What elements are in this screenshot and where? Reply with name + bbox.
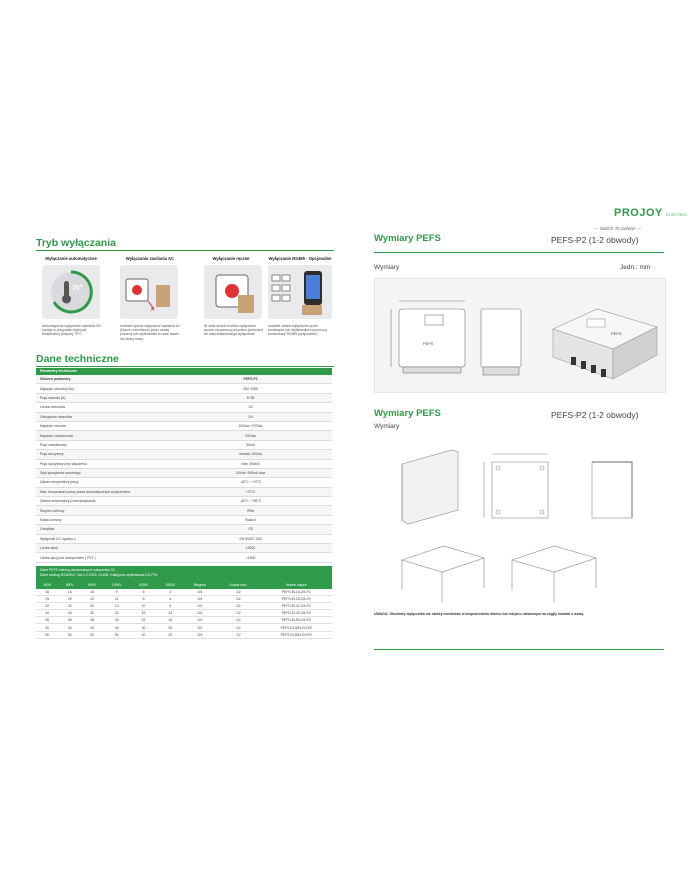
tech-param-value: -40°C ~+85°C bbox=[169, 497, 332, 506]
tech-param-name: Napięcie znamionowe bbox=[36, 431, 169, 440]
device-label-iso: PEFS bbox=[611, 331, 622, 336]
model-cell: 13 bbox=[157, 610, 184, 617]
tech-table bbox=[36, 368, 332, 563]
tech-param-name: Zakres temperatury przechowywania bbox=[36, 497, 169, 506]
model-cell: 9 bbox=[103, 589, 130, 596]
tech-section-rule bbox=[36, 366, 334, 367]
tech-param-value: IP66 bbox=[169, 506, 332, 515]
tech-param-name: Max. temperatura pracy przed automatycznym wyłączeniem bbox=[36, 487, 169, 496]
mode-ac-label: Wyłączanie zasilania AC bbox=[125, 256, 175, 261]
tech-param-value: 5~55 bbox=[169, 393, 332, 402]
tech-param-name: Liczba akcji pod obciążeniem ( PV1 ) bbox=[36, 553, 169, 562]
tech-row bbox=[36, 421, 332, 430]
tech-param-name: Klasa ochrony bbox=[36, 515, 169, 524]
mode-automatic-image bbox=[42, 265, 100, 319]
mode-ac-desc: możliwe ręczne wyłączenie zasilania AC (klucze rozdzielcze) przez strażę pożarną lub użytkownika w razie awarii lub utraty mocy. bbox=[120, 324, 181, 341]
svg-text:✕: ✕ bbox=[150, 307, 156, 313]
tech-param-name: Certyfikat bbox=[36, 525, 169, 534]
tech-col1-header: Skłonne parametry bbox=[36, 375, 169, 384]
dims-rule-1 bbox=[374, 252, 664, 253]
model-cell: 26 bbox=[81, 603, 103, 610]
tech-param-value: -40°C ~+70°C bbox=[169, 478, 332, 487]
tech-table-body bbox=[36, 375, 332, 563]
tech-param-value: max 300mA bbox=[169, 459, 332, 468]
tech-param-value: 30mA bbox=[169, 440, 332, 449]
device-label-front: PEFS bbox=[423, 341, 434, 346]
model-cell: 2/4 bbox=[184, 603, 216, 610]
model-cell: PEFS-EL40-2/4-P2 bbox=[261, 610, 332, 617]
dims-model-1: PEFS-P2 (1-2 obwody) bbox=[551, 235, 639, 245]
model-note-2: Dane według IEC60947-3cd 2.2:2015, UL508, Kategoria użytkowania DC-PV1 bbox=[40, 572, 158, 577]
model-cell: PEFS-EL25-2/4-P2 bbox=[261, 596, 332, 603]
model-cell: 1/2 bbox=[216, 631, 261, 638]
mode-section-rule bbox=[36, 250, 334, 251]
model-cell: 2/4 bbox=[184, 631, 216, 638]
model-col-header: 300V bbox=[36, 581, 58, 589]
model-cell: 8 bbox=[130, 596, 157, 603]
tech-param-value: CE bbox=[169, 525, 332, 534]
tech-row bbox=[36, 403, 332, 412]
tech-row bbox=[36, 440, 332, 449]
tech-param-name: Prąd szczytowy przy włączeniu bbox=[36, 459, 169, 468]
model-cell: 4 bbox=[157, 596, 184, 603]
model-col-header: 1500V bbox=[157, 581, 184, 589]
mode-section-title: Tryb wyłączania bbox=[36, 237, 116, 249]
tech-row bbox=[36, 534, 332, 543]
tech-param-value: 230Vac bbox=[169, 431, 332, 440]
tech-col2-header: PEFS-P2 bbox=[169, 375, 332, 384]
tech-param-name: Liczba akcji bbox=[36, 544, 169, 553]
dims-drawing-2 bbox=[374, 440, 664, 610]
model-cell: PEFS-EL55-2/4-P2 bbox=[261, 617, 332, 624]
model-cell: 25 bbox=[58, 596, 80, 603]
model-row bbox=[36, 617, 332, 624]
model-cell: 1/2 bbox=[216, 596, 261, 603]
model-cell: 1/2 bbox=[216, 624, 261, 631]
tech-param-value: średnio 100mA bbox=[169, 450, 332, 459]
smartphone-icon bbox=[268, 265, 332, 319]
dims-unit: Jedn.: mm bbox=[620, 264, 651, 271]
mode-ac-image bbox=[120, 265, 178, 319]
tech-param-name: Liczba obwodów bbox=[36, 403, 169, 412]
model-cell: 20 bbox=[157, 631, 184, 638]
model-cell: 33 bbox=[103, 617, 130, 624]
model-cell: 11 bbox=[103, 596, 130, 603]
model-cell: 15 bbox=[130, 610, 157, 617]
tech-param-value: 300~1500 bbox=[169, 384, 332, 393]
model-cell: 2/4 bbox=[184, 617, 216, 624]
model-cell: 20 bbox=[103, 610, 130, 617]
tech-row bbox=[36, 487, 332, 496]
tech-row bbox=[36, 468, 332, 477]
model-cell: 55 bbox=[58, 617, 80, 624]
model-cell: 1/2 bbox=[216, 617, 261, 624]
dims-title-2: Wymiary PEFS bbox=[374, 408, 441, 419]
model-row bbox=[36, 624, 332, 631]
tech-section-title: Dane techniczne bbox=[36, 353, 119, 365]
model-cell: 1/2 bbox=[216, 610, 261, 617]
brand-logo bbox=[614, 207, 688, 219]
model-cell: 55 bbox=[36, 617, 58, 624]
model-cell: 2/4 bbox=[184, 624, 216, 631]
model-cell: PEFS-EL32-2/4-P2 bbox=[261, 603, 332, 610]
model-cell: 16 bbox=[36, 589, 58, 596]
tech-row bbox=[36, 384, 332, 393]
model-cell: 3 bbox=[157, 589, 184, 596]
tech-row bbox=[36, 506, 332, 515]
model-note-1: Dane PEFS różnicą obudowanych rozłącznika DC bbox=[40, 568, 116, 572]
model-cell: 30 bbox=[81, 610, 103, 617]
model-cell: 50 bbox=[103, 631, 130, 638]
model-row bbox=[36, 610, 332, 617]
tech-table-header: Parametry techniczne bbox=[36, 368, 332, 375]
mode-automatic-desc: Automatyczne wyłączenie zasilania DC (sprzęt w przypadku wykrycia temperatury powyżej 70°C. bbox=[42, 324, 101, 337]
shutdown-modes bbox=[36, 256, 336, 352]
model-table-notes bbox=[36, 566, 332, 581]
model-col-header: Liczba obw. bbox=[216, 581, 261, 589]
model-cell: 1/2 bbox=[216, 589, 261, 596]
model-cell: 2/4 bbox=[184, 589, 216, 596]
model-cell: 23 bbox=[130, 617, 157, 624]
model-cell: 40 bbox=[36, 610, 58, 617]
dims-sub-2: Wymiary bbox=[374, 423, 400, 430]
tech-param-value: 100Vac~270Vac bbox=[169, 421, 332, 430]
model-cell: 5 bbox=[157, 603, 184, 610]
tech-param-name: Zakres temperatury pracy bbox=[36, 478, 169, 487]
tech-param-name: Napięcie obwodu(Vdc) bbox=[36, 384, 169, 393]
model-cell: 45 bbox=[81, 617, 103, 624]
mode-rs485-desc: możliwe zdalne wyłączenie przez serwisanta lub użytkownika za pomocą komunikacji RS485 (opcjonalne). bbox=[268, 324, 327, 337]
model-cell: 32 bbox=[36, 603, 58, 610]
tech-param-name: Styk sprzężenia zwrotnego bbox=[36, 468, 169, 477]
dims-drawing-1 bbox=[374, 278, 666, 393]
model-cell: PEFS-EL50H-2/4-P2 bbox=[261, 631, 332, 638]
tech-row bbox=[36, 553, 332, 562]
mode-rs485-image bbox=[268, 265, 332, 319]
model-col-header: Bieguny bbox=[184, 581, 216, 589]
mode-automatic-label: Wyłączanie automatyczne bbox=[45, 256, 97, 261]
model-cell: 40 bbox=[81, 624, 103, 631]
brand-sub: ELECTRIC bbox=[666, 213, 688, 217]
tech-param-name: Napięcie robocze bbox=[36, 421, 169, 430]
model-col-header: Numer części bbox=[261, 581, 332, 589]
model-row bbox=[36, 596, 332, 603]
model-cell: 6 bbox=[130, 589, 157, 596]
tech-param-value: 10000 bbox=[169, 544, 332, 553]
tech-row bbox=[36, 525, 332, 534]
model-cell: 16 bbox=[58, 589, 80, 596]
model-cell: PEFS-EL16-2/4-P2 bbox=[261, 589, 332, 596]
model-cell: 40 bbox=[58, 624, 80, 631]
tech-param-name: Prąd szczytowy bbox=[36, 450, 169, 459]
model-cell: 13 bbox=[103, 603, 130, 610]
model-col-header: 500V bbox=[58, 581, 80, 589]
tech-row bbox=[36, 450, 332, 459]
model-cell: 30 bbox=[130, 624, 157, 631]
mode-rs485-label: Wyłączanie RS485 - Opcjonalne bbox=[268, 256, 332, 261]
button-press-icon bbox=[204, 265, 262, 319]
tech-param-value: Klasa II bbox=[169, 515, 332, 524]
model-cell: 50 bbox=[36, 631, 58, 638]
tech-row bbox=[36, 459, 332, 468]
enclosure-drawing-front bbox=[375, 279, 665, 392]
model-col-header: 1200V bbox=[130, 581, 157, 589]
model-cell: 22 bbox=[81, 596, 103, 603]
model-cell: 40 bbox=[58, 610, 80, 617]
thermometer-icon bbox=[42, 265, 100, 319]
tech-row bbox=[36, 412, 332, 421]
model-cell: 40 bbox=[36, 624, 58, 631]
tech-param-name: Wyłącznik DC zgodny z bbox=[36, 534, 169, 543]
model-cell: 1/2 bbox=[216, 603, 261, 610]
tech-param-value: EN 60947-3&5 bbox=[169, 534, 332, 543]
tech-row bbox=[36, 497, 332, 506]
tech-param-value: <1500 bbox=[169, 553, 332, 562]
tech-param-name: Obciążenie obwodów bbox=[36, 412, 169, 421]
mode-manual-desc: W razie awarii możliwe wyłączenie ręczne za pomocą przycisku (kontroler) do natychmiastowego wyłączenia. bbox=[204, 324, 264, 337]
model-cell: 40 bbox=[130, 631, 157, 638]
tech-row bbox=[36, 515, 332, 524]
mode-manual-label: Wyłączanie ręczne bbox=[212, 256, 250, 261]
model-cell: 25 bbox=[36, 596, 58, 603]
model-table bbox=[36, 566, 332, 639]
model-cell: 32 bbox=[58, 603, 80, 610]
tech-param-value: 24Vdc~300mA max bbox=[169, 468, 332, 477]
warning-note: UWAGA: Obudowy wyłącznika nie należy montować w bezpośrednim słońcu lub miejscu narażonym na ciągły kontakt z wodą. bbox=[374, 612, 585, 616]
model-cell: 50 bbox=[81, 631, 103, 638]
brand-name: PROJOY bbox=[614, 207, 663, 219]
mounting-bracket-drawing bbox=[374, 440, 664, 610]
tech-param-value: 1/2 bbox=[169, 403, 332, 412]
tech-param-value: +70°C bbox=[169, 487, 332, 496]
tech-param-name: Prąd obwodu (A) bbox=[36, 393, 169, 402]
model-cell: 50 bbox=[58, 631, 80, 638]
tech-row bbox=[36, 393, 332, 402]
model-cell: 40 bbox=[103, 624, 130, 631]
model-row bbox=[36, 631, 332, 638]
temperature-badge: 70° bbox=[72, 285, 83, 292]
dims-title-1: Wymiary PEFS bbox=[374, 233, 441, 244]
model-row bbox=[36, 589, 332, 596]
tech-param-name: Prąd znamionowy bbox=[36, 440, 169, 449]
model-cell: 2/4 bbox=[184, 596, 216, 603]
model-row bbox=[36, 603, 332, 610]
model-col-header: 1000V bbox=[103, 581, 130, 589]
dims-sub-1: Wymiary bbox=[374, 264, 400, 271]
tech-row bbox=[36, 431, 332, 440]
model-cell: 10 bbox=[130, 603, 157, 610]
model-col-header: 600V bbox=[81, 581, 103, 589]
model-cell: 16 bbox=[157, 617, 184, 624]
switch-hand-icon bbox=[120, 265, 178, 319]
tech-row bbox=[36, 544, 332, 553]
model-cell: 20 bbox=[157, 624, 184, 631]
tech-param-name: Stopień ochrony bbox=[36, 506, 169, 515]
model-cell: 16 bbox=[81, 589, 103, 596]
mode-manual-image bbox=[204, 265, 262, 319]
tech-param-value: 2/4 bbox=[169, 412, 332, 421]
bottom-rule bbox=[374, 649, 664, 650]
model-table-body bbox=[36, 581, 332, 639]
tech-row bbox=[36, 478, 332, 487]
brand-slogan: — Switch To Safety! — bbox=[594, 226, 642, 231]
dims-model-2: PEFS-P2 (1-2 obwody) bbox=[551, 410, 639, 420]
model-cell: 2/4 bbox=[184, 610, 216, 617]
model-cell: PEFS-EL40H-2/4-P2 bbox=[261, 624, 332, 631]
